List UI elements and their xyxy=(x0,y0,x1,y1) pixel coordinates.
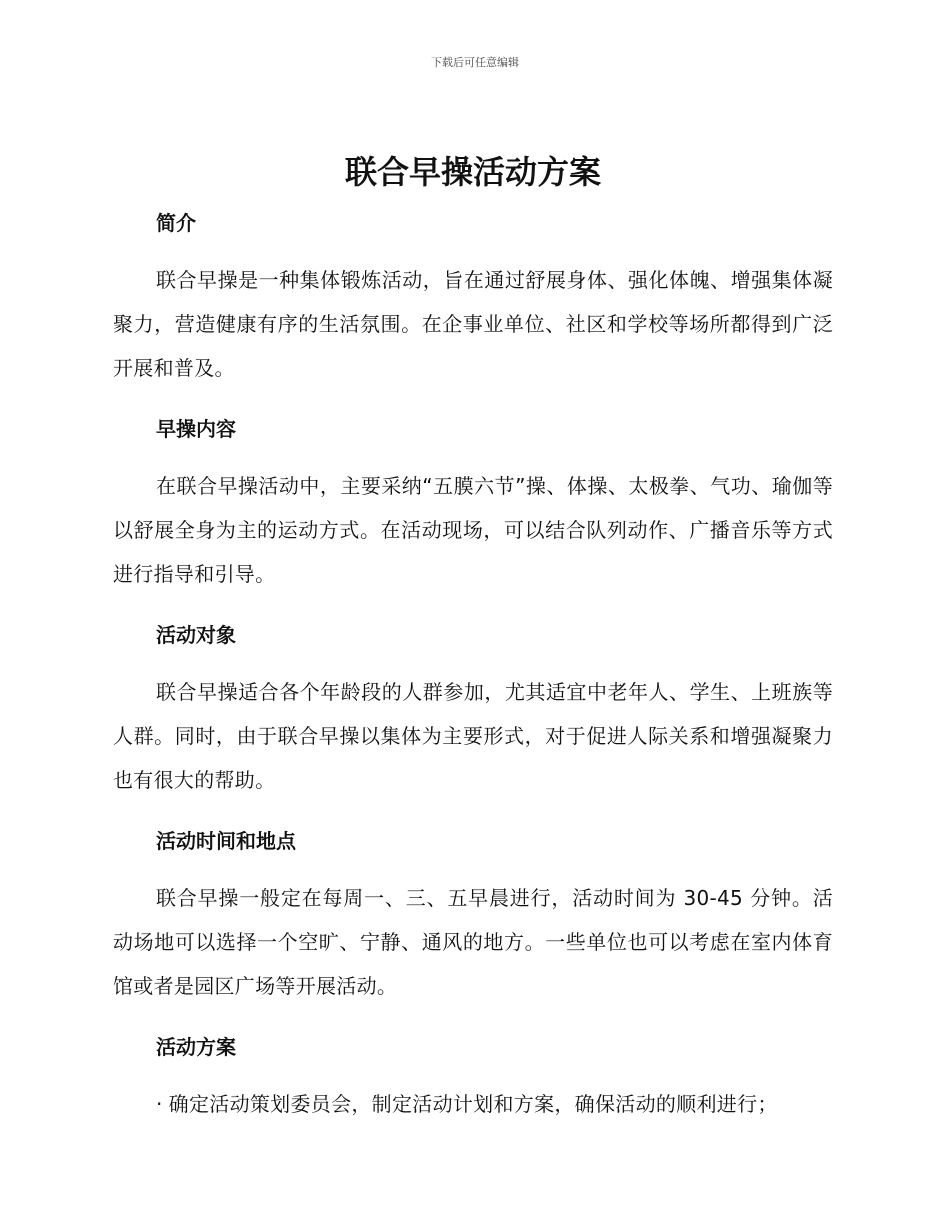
section-content xyxy=(113,414,833,596)
section-intro xyxy=(113,208,833,390)
header-note: 下载后可任意编辑 xyxy=(431,56,519,69)
section-heading: 简介 xyxy=(156,211,196,235)
section-time-place xyxy=(113,826,833,1008)
section-paragraph: 联合早操适合各个年龄段的人群参加，尤其适宜中老年人、学生、上班族等人群。同时，由于联合早操以集体为主要形式，对于促进人际关系和增强凝聚力也有很大的帮助。 xyxy=(113,680,833,792)
document-body xyxy=(113,150,833,1126)
document-title: 联合早操活动方案 xyxy=(344,153,601,191)
bullet-marker: · xyxy=(156,1092,163,1116)
section-paragraph: 在联合早操活动中，主要采纳“五膜六节”操、体操、太极拳、气功、瑜伽等以舒展全身为主的运动方式。在活动现场，可以结合队列动作、广播音乐等方式进行指导和引导。 xyxy=(113,474,833,586)
section-plan xyxy=(113,1032,833,1126)
section-heading: 活动方案 xyxy=(156,1035,236,1059)
section-paragraph: 联合早操一般定在每周一、三、五早晨进行，活动时间为 30-45 分钟。活动场地可以选择一个空旷、宁静、通风的地方。一些单位也可以考虑在室内体育馆或者是园区广场等开展活动。 xyxy=(113,886,833,998)
section-heading: 早操内容 xyxy=(156,417,236,441)
bullet-text: 确定活动策划委员会，制定活动计划和方案，确保活动的顺利进行； xyxy=(168,1092,778,1116)
section-paragraph: 联合早操是一种集体锻炼活动，旨在通过舒展身体、强化体魄、增强集体凝聚力，营造健康有序的生活氛围。在企事业单位、社区和学校等场所都得到广泛开展和普及。 xyxy=(113,268,833,380)
section-heading: 活动时间和地点 xyxy=(156,829,296,853)
bullet-list-item xyxy=(113,1082,833,1126)
section-audience xyxy=(113,620,833,802)
section-heading: 活动对象 xyxy=(156,623,236,647)
